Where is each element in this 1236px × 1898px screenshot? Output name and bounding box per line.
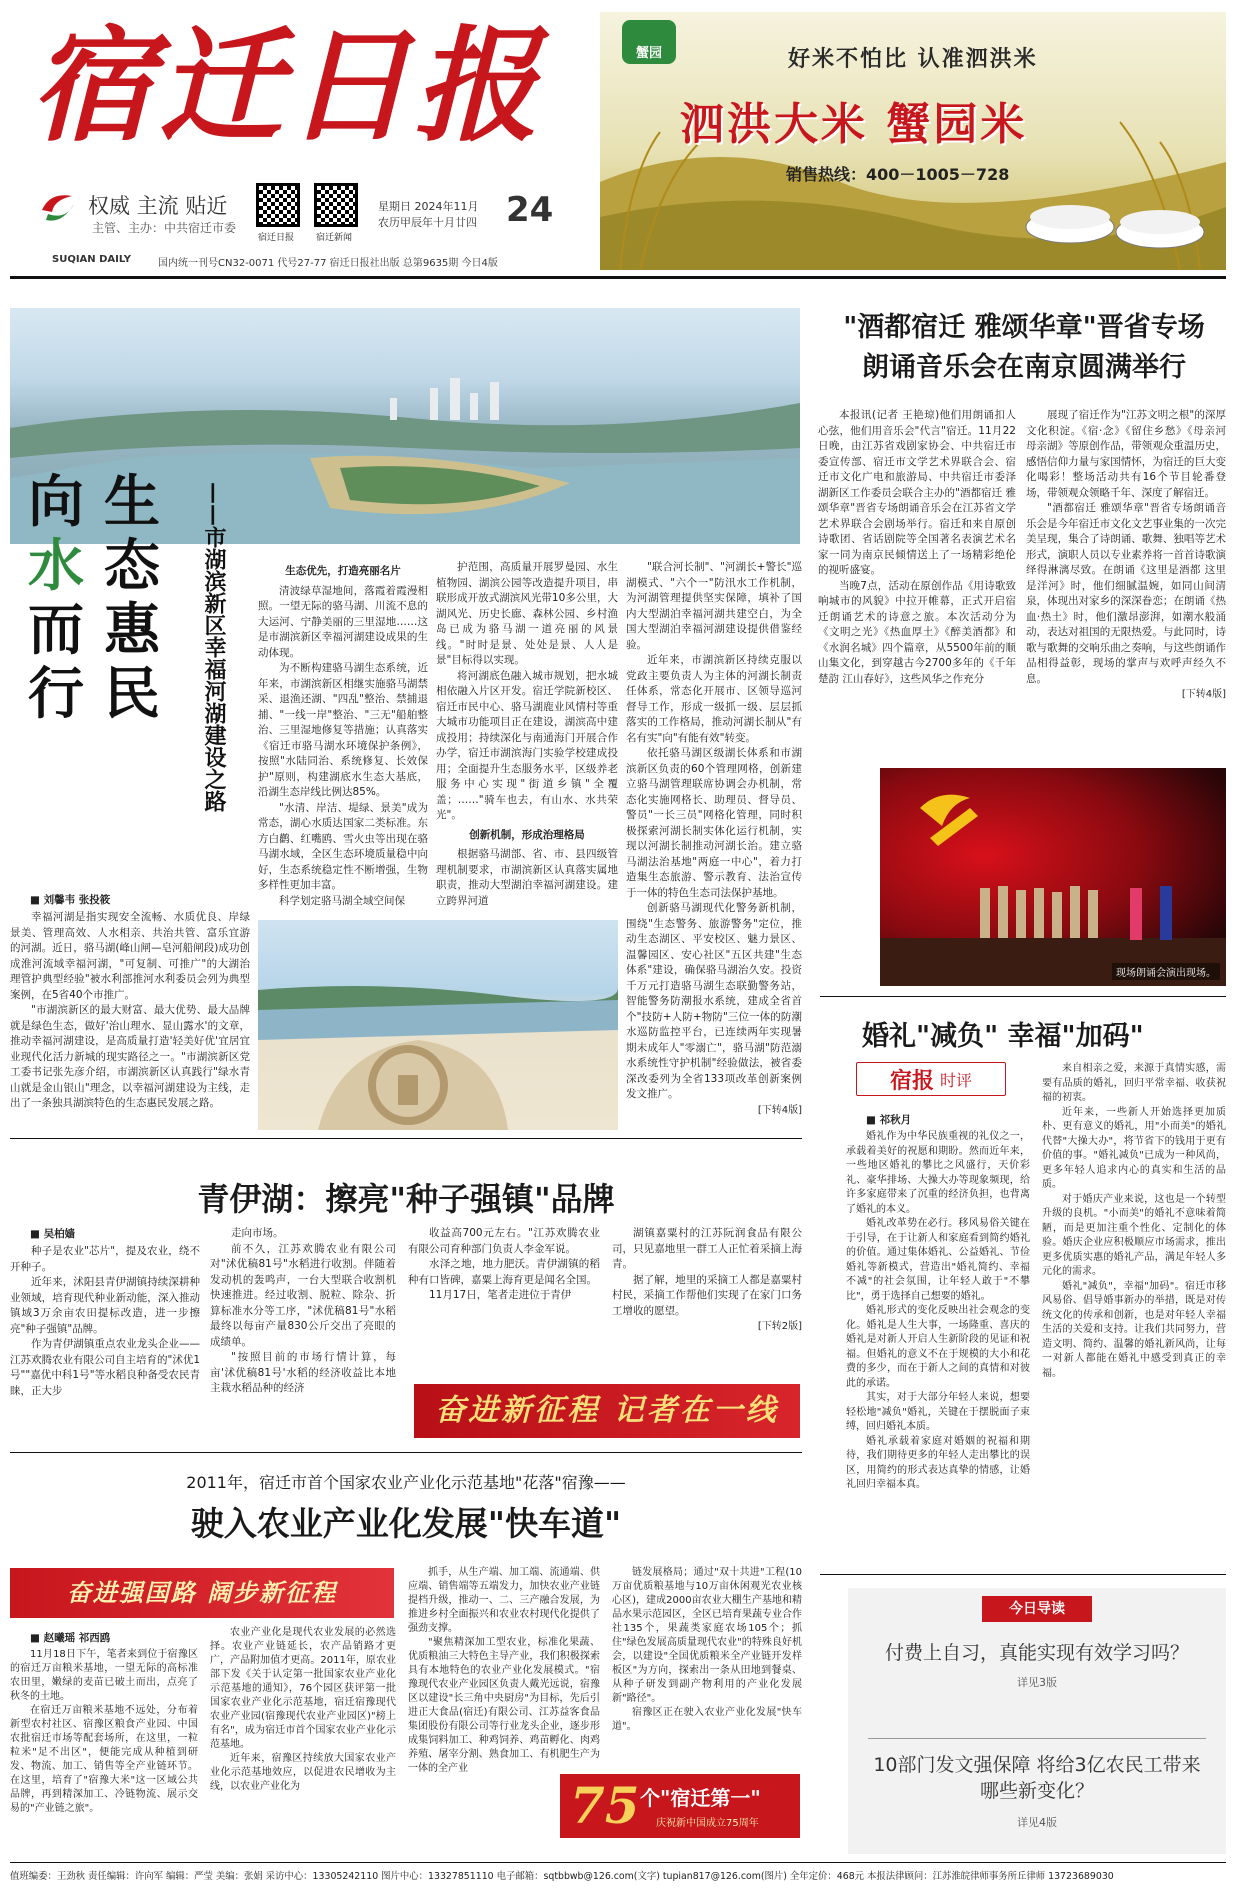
paragraph: "市湖滨新区的最大财富、最大优势、最大品牌就是绿色生态，做好'治山理水、显山露水'的文章，推动幸福河湖建设，是高质量打造'轻美好优'宜居宜业现代化活力新城的现实路径之一。"市湖滨新区党工委书记张先彦介绍，市湖滨新区认真践行"绿水青山就是金山银山"理念，以幸福河湖建设为主线，走出了一条独具湖滨特色的生态惠民发展之路。: [10, 1004, 250, 1109]
agri-col-2: [210, 1626, 396, 1794]
paragraph: 将河湖底色融入城市规划，把水城相依融入片区开发。宿迁学院新校区、宿迁市民中心、骆马湖鹿业风情村等重大城市功能项目正在建设，湖滨高中建成投用；持续深化与南通海门开展合作办学，宿迁市湖滨海门实验学校建成投用；全面提升生态服务水平，区级养老服务中心实现"街道乡镇"全覆盖；……"骑车也去，有山水、水共荣光"。: [436, 669, 618, 821]
subhead: 生态优先，打造亮丽名片: [285, 565, 401, 577]
slogan: 权威 主流 贴近: [88, 194, 228, 218]
paragraph: 农业产业化是现代农业发展的必然选择。农业产业链延长，农产品销路才更广，产品附加值才更高。2011年，原农业部下发《关于认定第一批国家农业产业化示范基地的通知》，76个园区获评第一批国家农业产业化示范基地，宿迁宿豫现代农业产业园(宿豫现代农业产业园区)"榜上有名"，成为宿迁市首个国家农业产业化示范基地。: [210, 1627, 396, 1750]
rice-ad: [600, 12, 1226, 270]
paragraph: 11月18日下午，笔者来到位于宿豫区的宿迁万亩粮米基地，一望无际的高标准农田里，嫩绿的麦苗已破土而出，点亮了秋冬的土地。: [10, 1649, 198, 1702]
ad-hotline: 销售热线：400－1005－728: [786, 165, 1010, 184]
seed-col-1: [10, 1244, 200, 1399]
paragraph: 近年来，市湖滨新区持续克服以党政主要负责人为主体的河湖长制责任体系，常态化开展市、区领导巡河督导工作，形成一级抓一级、层层抓落实的工作格局，推动河湖长制从"有名有实"向"有能有效"转变。: [626, 654, 802, 744]
guide-item-title: 10部门发文强保障 将给3亿农民工带来哪些新变化？: [873, 1754, 1201, 1802]
paragraph: 近年来，沭阳县青伊湖镇持续深耕种业领域，培育现代种业新动能，深入推动镇域3万余亩农田提标改造，进一步擦亮"种子强镇"品牌。: [10, 1276, 200, 1335]
paragraph: 婚礼"减负"，幸福"加码"。宿迁市移风易俗、倡导婚事新办的举措，既是对传统文化的传承和创新，也是对年轻人幸福生活的关爱和支持。让我们共同努力，营造文明、简约、温馨的婚礼新风尚，让每一对新人都能在婚礼中感受到真正的幸福。: [1042, 1280, 1226, 1379]
agri-col-3: [408, 1566, 600, 1776]
paragraph: "按照目前的市场行情计算，每亩'沭优稿81号'水稻的经济收益比本地主栽水稻品种的经济: [210, 1351, 396, 1394]
lead-title-col2: [104, 470, 164, 726]
paragraph: 走向市场。: [231, 1227, 284, 1239]
lead-title-char: 民: [104, 661, 160, 727]
paragraph: 近年来，宿豫区持续放大国家农业产业化示范基地效应，以促进农民增收为主线，以农业产业化为: [210, 1753, 396, 1792]
day-number: 24: [506, 190, 554, 230]
brand-name: 蟹园: [635, 46, 662, 61]
concert-title-line1: "酒都宿迁 雅颂华章"晋省专场: [843, 312, 1205, 343]
guide-item-2[interactable]: [868, 1752, 1206, 1830]
paragraph: "酒都宿迁 雅颂华章"晋省专场朗诵音乐会是今年宿迁市文化文艺事业集的一次完美呈现，集合了诗朗诵、歌舞、独唱等艺术形式，演职人员以专业素养将一首首诗歌演绎得淋漓尽致。在朗诵《这里是酒都 这里是洋河》时，他们细腻温婉，如同山间清泉，体现出对家乡的深深眷恋；在朗诵《热血·热土》时，他们激昂澎湃，如潮水般涌动，表达对祖国的无限热爱。与此同时，诗歌与歌舞的交响乐曲之奏响，与这些朗诵作品相得益彰，现场的掌声与欢呼声经久不息。: [1026, 502, 1226, 685]
issue-info: 国内统一刊号CN32-0071 代号27-77 宿迁日报社出版 总第9635期 今日4版: [158, 258, 498, 269]
paragraph: 科学划定骆马湖全域空间保: [279, 894, 405, 907]
seed-col-3: [408, 1226, 600, 1304]
paragraph: "水清、岸洁、堤绿、景美"成为常态，湖心水质达国家二类标准。东方白鹳、红嘴鸥、雪火虫等出现在骆马湖水域，全区生态环境质量稳中向好，生态系统稳定性不断增强，生物多样性更加丰富。: [258, 801, 428, 891]
wedding-col-1: [846, 1130, 1030, 1493]
agri-kicker: 2011年，宿迁市首个国家农业产业化示范基地"花落"宿豫——: [186, 1473, 626, 1492]
guide-item-1[interactable]: [868, 1640, 1206, 1690]
continued-link[interactable]: [下转4版]: [757, 1104, 802, 1116]
badge-number: 75: [570, 1776, 640, 1835]
guide-heading: 今日导读: [982, 1596, 1092, 1622]
paragraph: 水泽之地，地力肥沃。青伊湖镇的稻种有口皆碑，嘉粟上海育更是闻名全国。: [408, 1258, 600, 1286]
wedding-col-2: [1042, 1062, 1226, 1381]
lead-col-2: [258, 560, 428, 909]
paragraph: 链发展格局；通过"双十共进"工程(10万亩优质粮基地与10万亩休闲观光农业核心区)，建成2000亩农业大棚生产基地和精品水果示范园区，全区已培育果蔬专业合作社135个，果蔬类家庭农场105个；抓住"绿色发展高质量现代农业"的特殊良好机会，以建设"全国优质粮米全产业链开发样板区"为方向，探索出一条从田地到餐桌、从种子研发到副产物利用的产业化发展新"路径"。: [612, 1567, 802, 1704]
lead-title-char: 向: [28, 469, 84, 535]
byline-text: 赵曦瑶 祁西鸥: [43, 1632, 111, 1644]
paragraph: 种子是农业"芯片"，提及农业，绕不开种子。: [10, 1245, 200, 1273]
paragraph: 幸福河湖是指实现安全流畅、水质优良、岸绿景美、管理高效、人水相亲、共治共管、富乐宜游的河湖。近日，骆马湖(峰山闸—皂河船闸段)成功创成淮河流域幸福河湖，"可复制、可推广"的大湖治理管护典型经验"被水利部推河水利委员会列为典型案例，在5省40个市推广。: [10, 911, 250, 1001]
paragraph: 前不久，江苏欢腾农业有限公司对"沭优稿81号"水稻进行收割。伴随着发动机的轰鸣声，一台大型联合收割机快速推进。经过收割、脱粒、除杂、折算标准水分等工序，"沭优稿81号"水稻最终以每亩产量830公斤交出了亮眼的成绩单。: [210, 1242, 396, 1348]
byline-text: 吴柏嫱: [43, 1228, 76, 1240]
lead-headline-block: [28, 470, 168, 770]
lead-title-char: 行: [28, 661, 84, 727]
paragraph: 展现了宿迁作为"江苏文明之根"的深厚文化积淀。《宿·念》《留住乡愁》《母亲河 母亲湖》等原创作品，带领观众重温历史，感悟信仰力量与家国情怀，为宿迁的巨大变化喝彩！整场活动共有16个节目轮番登场，带领观众领略千年、深度了解宿迁。: [1026, 409, 1226, 499]
paragraph: 当晚7点，活动在原创作品《用诗歌致响城市的风貌》中拉开帷幕，正式开启宿迁朗诵艺术的诗意之旅。本次活动分为《文明之光》《热血厚土》《醉美酒都》和《水润名城》四个篇章，从5500年前的顺山集文化，到穿越古今2700多年的《千年楚韵 江山春好》，这些风华之作充分: [818, 579, 1016, 685]
badge-subtitle: 庆祝新中国成立75周年: [656, 1818, 759, 1829]
paragraph: 婚礼作为中华民族重视的礼仪之一，承载着美好的祝愿和期盼。然而近年来，一些地区婚礼的攀比之风盛行，天价彩礼、豪华排场、大操大办等现象频现，给许多家庭带来了沉重的经济负担，也背离了婚礼的本义。: [846, 1131, 1030, 1215]
seed-col-4: [612, 1226, 802, 1335]
lead-col-4: [626, 560, 802, 1118]
lunar-date: 农历甲辰年十月廿四: [378, 216, 477, 229]
lead-title-char: 而: [28, 597, 84, 663]
paragraph: 抓手，从生产端、加工端、流通端、供应端、销售端等五端发力，加快农业产业链提档升级，推动一、二、三产融合发展，为推进乡村全面振兴和农业农村现代化提供了强劲支撑。: [408, 1567, 600, 1634]
subhead: 创新机制，形成治理格局: [469, 828, 585, 841]
continued-link[interactable]: [下转2版]: [757, 1321, 802, 1332]
qr-code-icon: [314, 183, 358, 227]
english-title: SUQIAN DAILY: [52, 254, 131, 265]
paragraph: 依托骆马湖区级湖长体系和市湖滨新区负责的60个管理网格，创新建立骆马湖管理联席协调会办机制，常态化实施网格长、助理员、督导员、警员"一长三员"网格化管理，同时积极探索河湖长制实体化运行机制，实现以河湖长制推动河湖长治。建立骆马湖法治基地"两庭一中心"，着力打造集生态旅游、警示教育、法治宣传于一体的特色生态司法保护基地。: [626, 747, 802, 899]
agri-col-4: [612, 1566, 802, 1734]
sponsor: 主管、主办：中共宿迁市委: [92, 221, 237, 235]
paragraph: 其实，对于大部分年轻人来说，想要轻松地"减负"婚礼，关键在于摆脱面子束缚，回归婚礼本质。: [846, 1392, 1030, 1432]
concert-col-1: [818, 408, 1016, 687]
badge-title: 个"宿迁第一": [640, 1786, 761, 1810]
agri-col-1: [10, 1648, 198, 1816]
paragraph: "联合河长制"、"河湖长+警长"巡湖模式、"六个一"防汛水工作机制，为河湖管理提供坚实保障，填补了国内大型湖泊幸福河湖共建空白，为全国大型湖泊幸福河湖建设提供借鉴经验。: [626, 561, 802, 651]
lead-col-3: [436, 560, 618, 909]
paragraph: 创新骆马湖现代化警务新机制，围绕"生态警务、旅游警务"定位，推动生态湖区、平安校区、魅力景区、温馨园区、安心社区"五区共建"生态体系"建设，确保骆马湖治久安。投资千万元打造骆马湖生态联勤警务站，智能警务防潮报水系统，建成全省首个"技防+人防+物防"三位一体的防潮水巡防监控平台，已连续两年实现暑期未成年人"零溺亡"，骆马湖"防范溺水系统性守护机制"经验做法，被省委深改委列为全省133项改革创新案例发文推广。: [626, 902, 802, 1100]
guide-item-ref: 详见3版: [1017, 1676, 1057, 1689]
badge-sub: 时评: [940, 1070, 973, 1090]
paragraph: 在宿迁万亩粮米基地不远处，分布着新型农村社区、宿豫区粮食产业园、中国农批宿迁市场等配套场所，在这里，一粒粒米"足不出区"，便能完成从种植到研发、物流、加工、销售等全产业链环节。在这里，培育了"宿豫大米"这一区域公共品牌，再到精深加工、冷链物流、展示交易的"产业链之旅"。: [10, 1705, 198, 1814]
reporter-banner: 奋进新征程 记者在一线: [414, 1384, 800, 1438]
lead-byline: [30, 892, 110, 907]
beach-sculpture-photo: [258, 920, 618, 1130]
footer-credits: 值班编委：王劲秋 责任编辑：许向军 编辑：严莹 美编：张娟 采访中心：13305242110 图片中心：13327851110 电子邮箱：sqtbbwb@126.com(文字) tupian817@126.com(图片) 全年定价：468元 本报法律顾问：江苏淮皖律师事务所丘律师 13723689030: [10, 1871, 1114, 1882]
paragraph: "聚焦精深加工型农业，标准化果蔬、优质粮油三大特色主导产业，我们积极探索具有本地特色的农业产业化发展模式。"宿豫现代农业产业园区负责人戴光远说，宿豫区以建设"长三角中央厨房"为目标，先后引进正大食品(宿迁)有限公司、江苏益客食品集团股份有限公司等行业龙头企业，逐步形成集饲料加工、种鸡饲养、鸡苗孵化、肉鸡养殖、屠宰分割、熟食加工、有机肥生产为一体的全产业: [408, 1637, 600, 1774]
qr-label: 宿迁日报: [258, 233, 295, 243]
agri-byline: [30, 1630, 110, 1645]
ad-headline: 泗洪大米 蟹园米: [680, 99, 1028, 150]
anniversary-badge: [560, 1774, 800, 1838]
paragraph: 为不断构建骆马湖生态系统，近年来，市湖滨新区相继实施骆马湖禁采、退渔还湖、"四乱"整治、禁捕退捕、"一线一岸"整治、"三无"船舶整治、三里湿地修复等措施；认真落实《宿迁市骆马湖水环境保护条例》，按照"水陆同治、系统修复、长效保护"原则，构建湖底水生态大基底，沿湖生态岸线比例达85%。: [258, 662, 428, 798]
agri-banner: 奋进强国路 阔步新征程: [10, 1568, 394, 1618]
paper-title: 宿迁日报: [30, 14, 543, 159]
brand-logo-icon: [622, 20, 676, 64]
paragraph: 11月17日，笔者走进位于青伊: [429, 1289, 572, 1301]
paper-logo-icon: [38, 190, 78, 226]
ad-tagline: 好米不怕比 认准泗洪米: [788, 47, 1038, 72]
wedding-title: 婚礼"减负" 幸福"加码": [862, 1021, 1144, 1052]
paragraph: 收益高700元左右。"江苏欢腾农业有限公司育种部门负责人李金军说。: [408, 1227, 600, 1255]
paragraph: 近年来，一些新人开始选择更加质朴、更有意义的婚礼，用"小而美"的婚礼代替"大操大办"，将节省下的钱用于更有价值的事。"婚礼减负"已成为一种风尚，更多年轻人追求内心的真实和生活的品质。: [1042, 1106, 1226, 1190]
paragraph: 湖镇嘉粟村的江苏阮润食品有限公司，只见嘉地里一群工人正忙着采摘上海青。: [612, 1227, 802, 1270]
paragraph: 对于婚庆产业来说，这也是一个转型升级的良机。"小而美"的婚礼不意味着简陋，而是更加注重个性化、定制化的体验。婚庆企业应积极顺应市场需求，推出更多优质实惠的婚礼产品，满足年轻人多元化的需求。: [1042, 1193, 1226, 1277]
photo-caption: 现场朗诵会演出现场。: [1112, 963, 1220, 980]
seed-title: 青伊湖：擦亮"种子强镇"品牌: [197, 1180, 615, 1218]
lead-title-char: 水: [28, 533, 84, 599]
wedding-byline: [866, 1112, 911, 1127]
lead-title-char: 惠: [104, 597, 160, 663]
paragraph: 护范围，高质量开展罗曼园、水生植物园、湖滨公园等改造提升项目，串联形成开放式湖滨风光带10多公里，大湖风光、历史长廊、森林公园、乡村渔岛已成为骆马湖一道亮丽的风景线。"时时是景、处处是景、人人是景"目标得以实现。: [436, 561, 618, 666]
commentary-badge: [856, 1062, 1006, 1096]
qr-label: 宿迁新闻: [316, 233, 353, 243]
paragraph: 清波绿草湿地间，落霞着霞漫相照。一望无际的骆马湖、川流不息的大运河、宁静美丽的三里湿地……这是市湖滨新区幸福河湖建设成果的生动体现。: [258, 584, 428, 659]
seed-byline: [30, 1226, 75, 1241]
paragraph: 作为青伊湖镇重点农业龙头企业——江苏欢腾农业有限公司自主培育的"沭优1号""嘉优中科1号"等水稻良种备受农民青睐，正大步: [10, 1338, 201, 1397]
paragraph: 婚礼承载着家庭对婚姻的祝福和期待，我们期待更多的年轻人走出攀比的误区，用简约的形式表达真挚的情感，让婚礼回归幸福本真。: [846, 1435, 1030, 1490]
continued-link[interactable]: [下转4版]: [1181, 689, 1226, 700]
masthead: [0, 0, 1236, 285]
badge-main: 宿报: [889, 1067, 934, 1094]
lead-subtitle: ——市湖滨新区幸福河湖建设之路: [201, 482, 227, 812]
guide-item-title: 付费上自习，真能实现有效学习吗？: [884, 1642, 1189, 1664]
paragraph: 本报讯(记者 王艳琼)他们用朗诵扣人心弦，他们用音乐会"代言"宿迁。11月22日晚，由江苏省戏剧家协会、中共宿迁市委宣传部、宿迁市文学艺术界联合会、宿迁市文化广电和旅游局、中共宿迁市委泽湖新区工作委员会联合主办的"酒都宿迁 雅颂华章"晋省专场朗诵音乐会在江苏省文学艺术界联合会剧场举行。宿迁和来自原创诗歌团、省话剧院等全国著名表演艺术名家一同为南京民倾情送上了一场精彩绝伦的视听盛宴。: [818, 409, 1016, 576]
lead-title-char: 态: [104, 533, 160, 599]
lead-col-1: [10, 910, 250, 1112]
byline-text: 祁秋月: [879, 1114, 912, 1126]
concert-title-line2: 朗诵音乐会在南京圆满举行: [862, 352, 1186, 383]
paragraph: 婚礼改革势在必行。移风易俗关键在于引导，在于让新人和家庭看到简约婚礼的价值。通过集体婚礼、公益婚礼、节俭婚礼等新模式，营造出"婚礼简约、幸福不减"的社会氛围，让年轻人敢于"不攀比"，勇于选择自己想要的婚礼。: [846, 1218, 1030, 1302]
lead-title-col1: [28, 470, 88, 726]
paragraph: 宿豫区正在驶入农业产业化发展"快车道"。: [612, 1707, 802, 1732]
seed-col-2: [210, 1226, 396, 1397]
paragraph: 据了解，地里的采摘工人都是嘉粟村村民，采摘工作帮他们实现了在家门口务工增收的愿望。: [612, 1273, 802, 1317]
concert-stage-photo: [880, 768, 1226, 986]
concert-col-2: [1026, 408, 1226, 703]
qr-code-icon: [256, 183, 300, 227]
lead-title-char: 生: [104, 469, 160, 535]
paragraph: 来自相亲之爱，来源于真情实感，需要有品质的婚礼，回归平常幸福、收获祝福的初衷。: [1042, 1063, 1226, 1103]
agri-title: 驶入农业产业化发展"快车道": [190, 1504, 622, 1543]
paragraph: 婚礼形式的变化反映出社会观念的变化。婚礼是人生大事，一场隆重、喜庆的婚礼是对新人开启人生新阶段的见证和祝福。但婚礼的意义不在于规模的大小和花费的多少，而在于新人之间的真情和对彼此的承诺。: [846, 1305, 1030, 1389]
guide-divider: [868, 1738, 1206, 1739]
concert-title: [822, 308, 1226, 388]
paragraph: 根据骆马湖部、省、市、县四级管理机制要求，市湖滨新区认真落实属地职责，推动大型湖泊幸福河湖建设。建立跨界河道: [436, 848, 618, 907]
today-guide: [848, 1588, 1226, 1854]
byline-text: 刘馨韦 张投筱: [43, 894, 111, 906]
date-line: 星期日 2024年11月: [378, 200, 479, 213]
guide-item-ref: 详见4版: [1017, 1816, 1057, 1829]
